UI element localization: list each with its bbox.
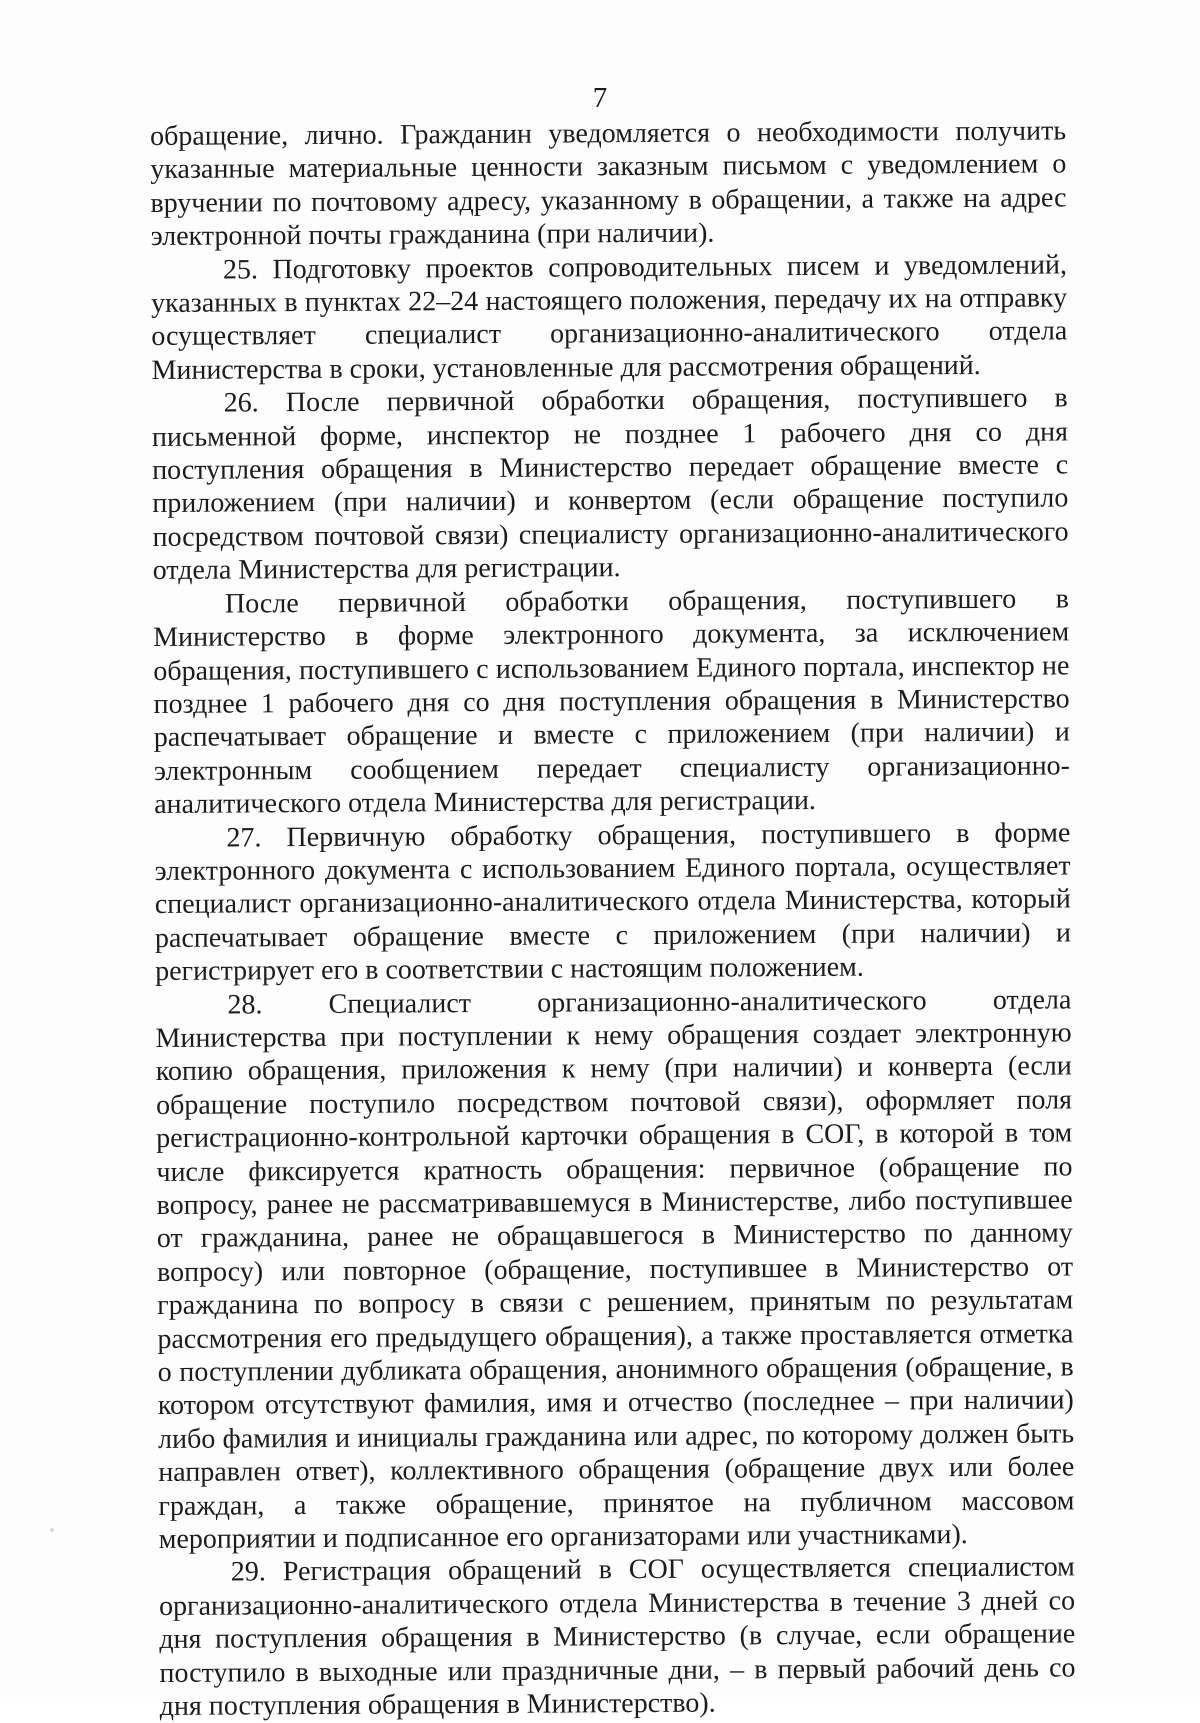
- scan-artifact: [50, 1528, 54, 1532]
- paragraph-26: 26. После первичной обработки обращения, поступившего в письменной форме, инспектор не позднее 1 рабочего дня со дня поступления обращения в Министерство передает обращение вместе с приложением (при наличии) и конвертом (если обращение поступило посредством почтовой связи) специалисту организационно-аналитического отдела Министерства для регистрации.: [151, 382, 1069, 587]
- paragraph-26-electronic: После первичной обработки обращения, поступившего в Министерство в форме электронного документа, за исключением обращения, поступившего с использованием Единого портала, инспектор не позднее 1 рабочего дня со дня поступления обращения в Министерство распечатывает обращение и вместе с приложением (при наличии) и электронным сообщением передает специалисту организационно-аналитического отдела Министерства для регистрации.: [153, 583, 1071, 821]
- paragraph-25: 25. Подготовку проектов сопроводительных писем и уведомлений, указанных в пунктах 22–24 настоящего положения, передачу их на отправку осуществляет специалист организационно-аналитического отдела Министерства в сроки, установленные для рассмотрения обращений.: [151, 249, 1068, 386]
- page-number: 7: [592, 82, 608, 114]
- document-body: [150, 114, 1076, 1723]
- paragraph-29: 29. Регистрация обращений в СОГ осуществляется специалистом организационно-аналитического отдела Министерства в течение 3 дней со дня поступления обращения в Министерство (в случае, если обращение поступило в выходные или праздничные дни, – в первый рабочий день со дня поступления обращения в Министерство).: [158, 1551, 1076, 1723]
- paragraph-continuation: обращение, лично. Гражданин уведомляется о необходимости получить указанные материальные ценности заказным письмом с уведомлением о вручении по почтовому адресу, указанному в обращении, а также на адрес электронной почты гражданина (при наличии).: [150, 115, 1067, 253]
- paragraph-28: 28. Специалист организационно-аналитического отдела Министерства при поступлении к нему обращения создает электронную копию обращения, приложения к нему (при наличии) и конверта (если обращение поступило посредством почтовой связи), оформляет поля регистрационно-контрольной карточки обращения в СОГ, в которой в том числе фиксируется кратность обращения: первичное (обращение по вопросу, ранее не рассматривавшемуся в Министерстве, либо поступившее от гражданина, ранее не обращавшегося в Министерство по данному вопросу) или повторное (обращение, поступившее в Министерство от гражданина по вопросу в связи с решением, принятым по результатам рассмотрения его предыдущего обращения), а также проставляется отметка о поступлении дубликата обращения, анонимного обращения (обращение, в котором отсутствуют фамилия, имя и отчество (последнее – при наличии) либо фамилия и инициалы гражданина или адрес, по которому должен быть направлен ответ), коллективного обращения (обращение двух или более граждан, а также обращение, принятое на публичном массовом мероприятии и подписанное его организаторами или участниками).: [155, 983, 1075, 1556]
- paragraph-27: 27. Первичную обработку обращения, поступившего в форме электронного документа с использованием Единого портала, осуществляет специалист организационно-аналитического отдела Министерства, который распечатывает обращение вместе с приложением (при наличии) и регистрирует его в соответствии с настоящим положением.: [154, 816, 1072, 988]
